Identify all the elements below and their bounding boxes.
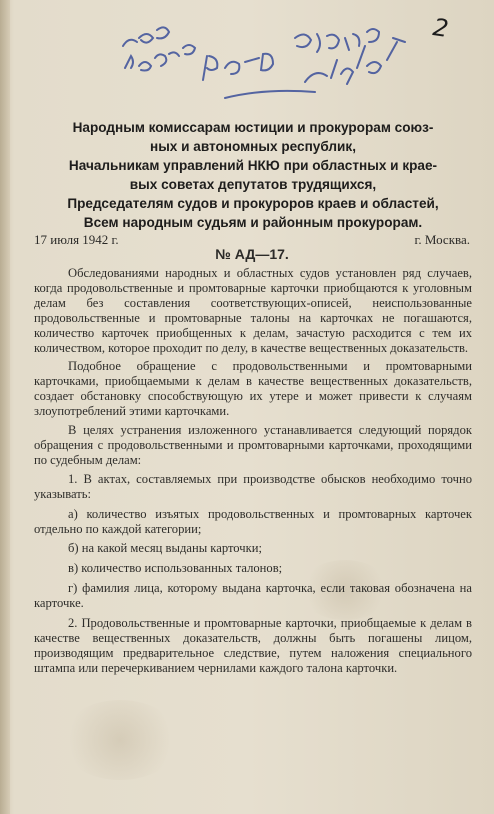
addressee-line: Председателям судов и прокуроров краев и областей, (67, 196, 439, 211)
page-number-mark: 2 (431, 13, 451, 43)
body-paragraph: В целях устранения изложенного устанавливается следующий порядок обращения с продовольственными и промтоварными карточками, проходящими по судебным делам: (34, 423, 472, 467)
document-number: № АД—17. (215, 246, 289, 262)
list-item: в) количество использованных талонов; (68, 561, 283, 576)
addressee-line: Всем народным судьям и районным прокурорам. (83, 215, 423, 230)
body-paragraph: Подобное обращение с продовольственными и промтоварными карточками, приобщаемыми к делам в качестве вещественных доказательств, создает обстановку способствующую их утере и может привести к случаям злоупотреблений этими карточками. (34, 359, 472, 419)
body-paragraph: 1. В актах, составляемых при производстве обысков необходимо точно указывать: (34, 471, 472, 501)
paper-stain (60, 700, 180, 780)
addressees-block (28, 118, 478, 232)
addressee-line: Начальникам управлений НКЮ при областных и крае- (68, 158, 438, 173)
list-item: г) фамилия лица, которому выдана карточка, если таковая обозначена на карточке. (34, 581, 472, 611)
body-paragraph: Обследованиями народных и областных судов установлен ряд случаев, когда продовольственные и промтоварные карточки приобщаются к уголовным делам без составления соответствующих-описей, неиспользованные продовольственные и промтоварные талоны на карточках не погашаются, количество карточек приобщенных к делам, зачастую расходится с тем их количеством, которое проходит по делу, в качестве вещественных доказательств. (34, 266, 472, 355)
list-item: а) количество изъятых продовольственных и промтоварных карточек отдельно по каждой категории; (34, 506, 472, 536)
addressee-line: вых советах депутатов трудящихся, (129, 177, 377, 192)
addressee-line: Народным комиссарам юстиции и прокурорам союз- (72, 120, 434, 135)
handwritten-ink-image (105, 8, 445, 118)
list-item: б) на какой месяц выданы карточки; (68, 541, 262, 556)
handwritten-annotation (105, 8, 445, 118)
document-date: 17 июля 1942 г. (34, 232, 119, 247)
page-binding-edge (0, 0, 10, 814)
document-city: г. Москва. (414, 232, 470, 247)
addressee-line: ных и автономных республик, (149, 139, 356, 154)
body-paragraph: 2. Продовольственные и промтоварные карточки, приобщаемые к делам в качестве вещественных доказательств, должны быть погашены лицом, производящим предварительное следствие, путем наложения специального штампа или перечеркиванием чернилами каждого талона карточки. (34, 616, 472, 675)
document-body (34, 266, 472, 681)
